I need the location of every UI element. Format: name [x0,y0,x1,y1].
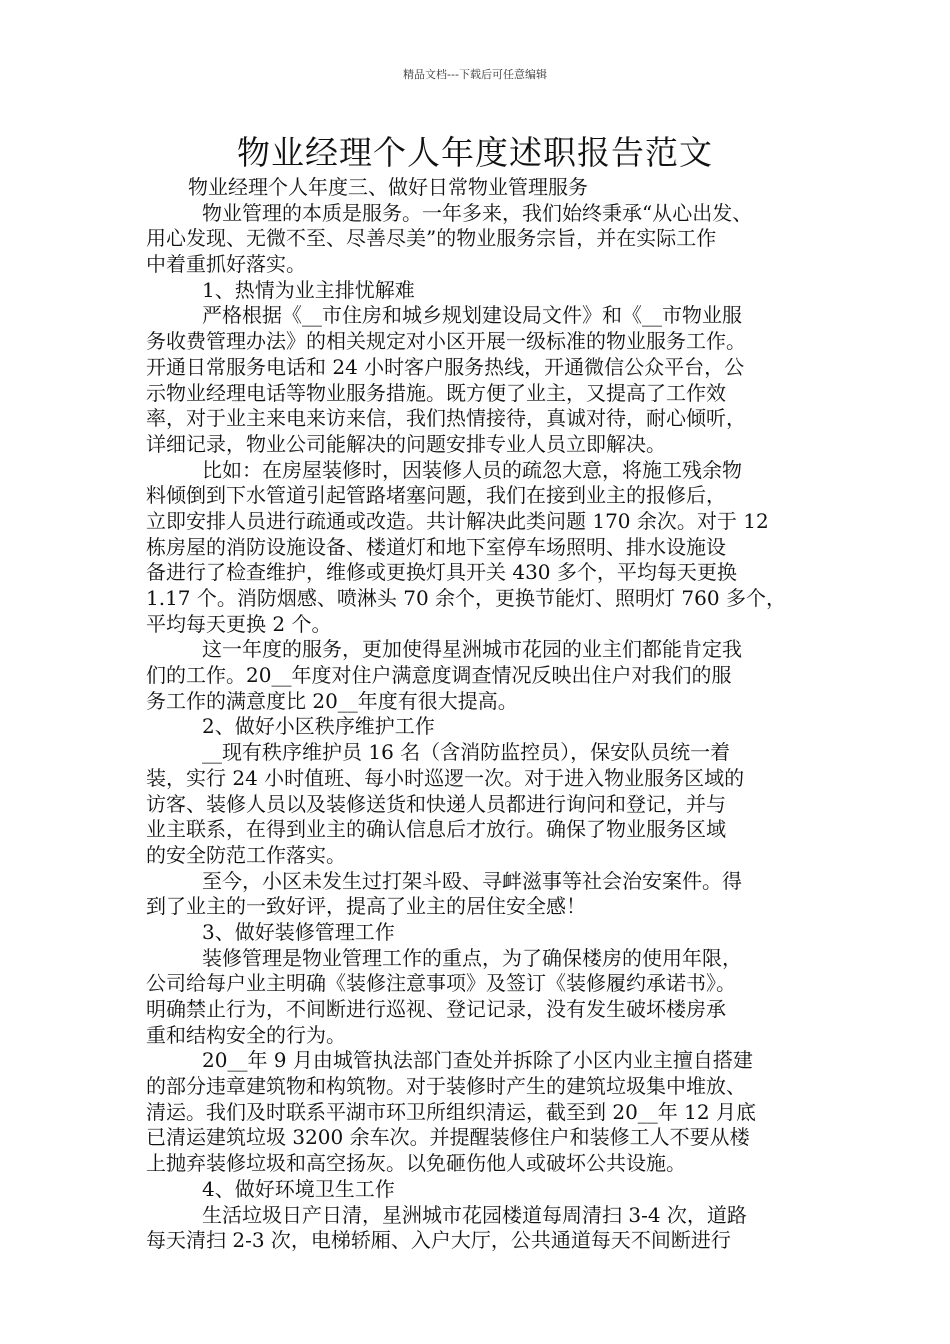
body-text-line: 的部分违章建筑物和构筑物。对于装修时产生的建筑垃圾集中堆放、 [146,1074,746,1099]
body-text-line: 备进行了检查维护，维修或更换灯具开关 430 多个，平均每天更换 [146,560,737,585]
body-text-line: 4、做好环境卫生工作 [202,1176,395,1201]
body-text-line: 上抛弃装修垃圾和高空扬灰。以免砸伤他人或破坏公共设施。 [146,1151,686,1176]
document-title: 物业经理个人年度述职报告范文 [237,133,713,172]
body-text-line: 公司给每户业主明确《装修注意事项》及签订《装修履约承诺书》。 [146,971,736,996]
body-text-line: 每天清扫 2-3 次，电梯轿厢、入户大厅，公共通道每天不间断进行 [146,1228,731,1253]
body-text-line: 物业管理的本质是服务。一年多来，我们始终秉承“从心出发、 [202,200,753,225]
body-text-line: 装修管理是物业管理工作的重点，为了确保楼房的使用年限， [202,945,742,970]
body-text-line: 20__年 9 月由城管执法部门查处并拆除了小区内业主擅自搭建 [202,1048,753,1073]
body-text-line: 务工作的满意度比 20__年度有很大提高。 [146,688,518,713]
body-text-line: 生活垃圾日产日清，星洲城市花园楼道每周清扫 3-4 次，道路 [202,1202,747,1227]
body-text-line: 们的工作。20__年度对住户满意度调查情况反映出住户对我们的服 [146,663,732,688]
body-text-line: 料倾倒到下水管道引起管路堵塞问题，我们在接到业主的报修后， [146,483,726,508]
body-text-line: 清运。我们及时联系平湖市环卫所组织清运，截至到 20__年 12 月底 [146,1099,756,1124]
body-text-line: 已清运建筑垃圾 3200 余车次。并提醒装修住户和装修工人不要从楼 [146,1125,750,1150]
body-text-line: 1.17 个。消防烟感、喷淋头 70 余个，更换节能灯、照明灯 760 多个， [146,586,786,610]
body-text-line: 明确禁止行为，不间断进行巡视、登记记录，没有发生破坏楼房承 [146,997,726,1021]
body-text-line: 2、做好小区秩序维护工作 [202,714,435,739]
body-text-line: 物业经理个人年度三、做好日常物业管理服务 [188,175,588,199]
body-text-line: 率，对于业主来电来访来信，我们热情接待，真诚对待，耐心倾听， [146,406,746,431]
body-text-line: 1、热情为业主排忧解难 [202,277,415,302]
body-text-line: 访客、装修人员以及装修送货和快递人员都进行询问和登记，并与 [146,791,726,816]
body-text-line: 装，实行 24 小时值班、每小时巡逻一次。对于进入物业服务区域的 [146,765,745,790]
body-text-line: 3、做好装修管理工作 [202,919,395,944]
body-text-line: 示物业经理电话等物业服务措施。既方便了业主，又提高了工作效 [146,380,726,405]
body-text-line: 立即安排人员进行疏通或改造。共计解决此类问题 170 余次。对于 12 [146,508,769,533]
body-text-line: 详细记录，物业公司能解决的问题安排专业人员立即解决。 [146,431,666,456]
body-text-line: 这一年度的服务，更加使得星洲城市花园的业主们都能肯定我 [202,637,742,662]
body-text-line: 业主联系，在得到业主的确认信息后才放行。确保了物业服务区域 [146,817,726,842]
body-text-line: 务收费管理办法》的相关规定对小区开展一级标准的物业服务工作。 [146,329,746,354]
body-text-line: 的安全防范工作落实。 [146,842,346,867]
body-text-line: 用心发现、无微不至、尽善尽美”的物业服务宗旨，并在实际工作 [146,226,717,251]
body-text-line: 重和结构安全的行为。 [146,1022,346,1047]
body-text-line: 开通日常服务电话和 24 小时客户服务热线，开通微信公众平台，公 [146,354,745,379]
body-text-line: 严格根据《__市住房和城乡规划建设局文件》和《__市物业服 [202,303,742,328]
body-text-line: 比如：在房屋装修时，因装修人员的疏忽大意，将施工残余物 [202,457,742,482]
body-text-line: 栋房屋的消防设施设备、楼道灯和地下室停车场照明、排水设施设 [146,534,726,559]
body-text-line: 平均每天更换 2 个。 [146,611,332,636]
body-text-line: 至今，小区未发生过打架斗殴、寻衅滋事等社会治安案件。得 [202,868,742,893]
body-text-line: __现有秩序维护员 16 名（含消防监控员），保安队员统一着 [202,740,731,765]
body-text-line: 中着重抓好落实。 [146,252,306,277]
page-header-note: 精品文档---下载后可任意编辑 [403,68,547,81]
body-text-line: 到了业主的一致好评，提高了业主的居住安全感！ [146,894,586,919]
document-body [146,175,810,1254]
